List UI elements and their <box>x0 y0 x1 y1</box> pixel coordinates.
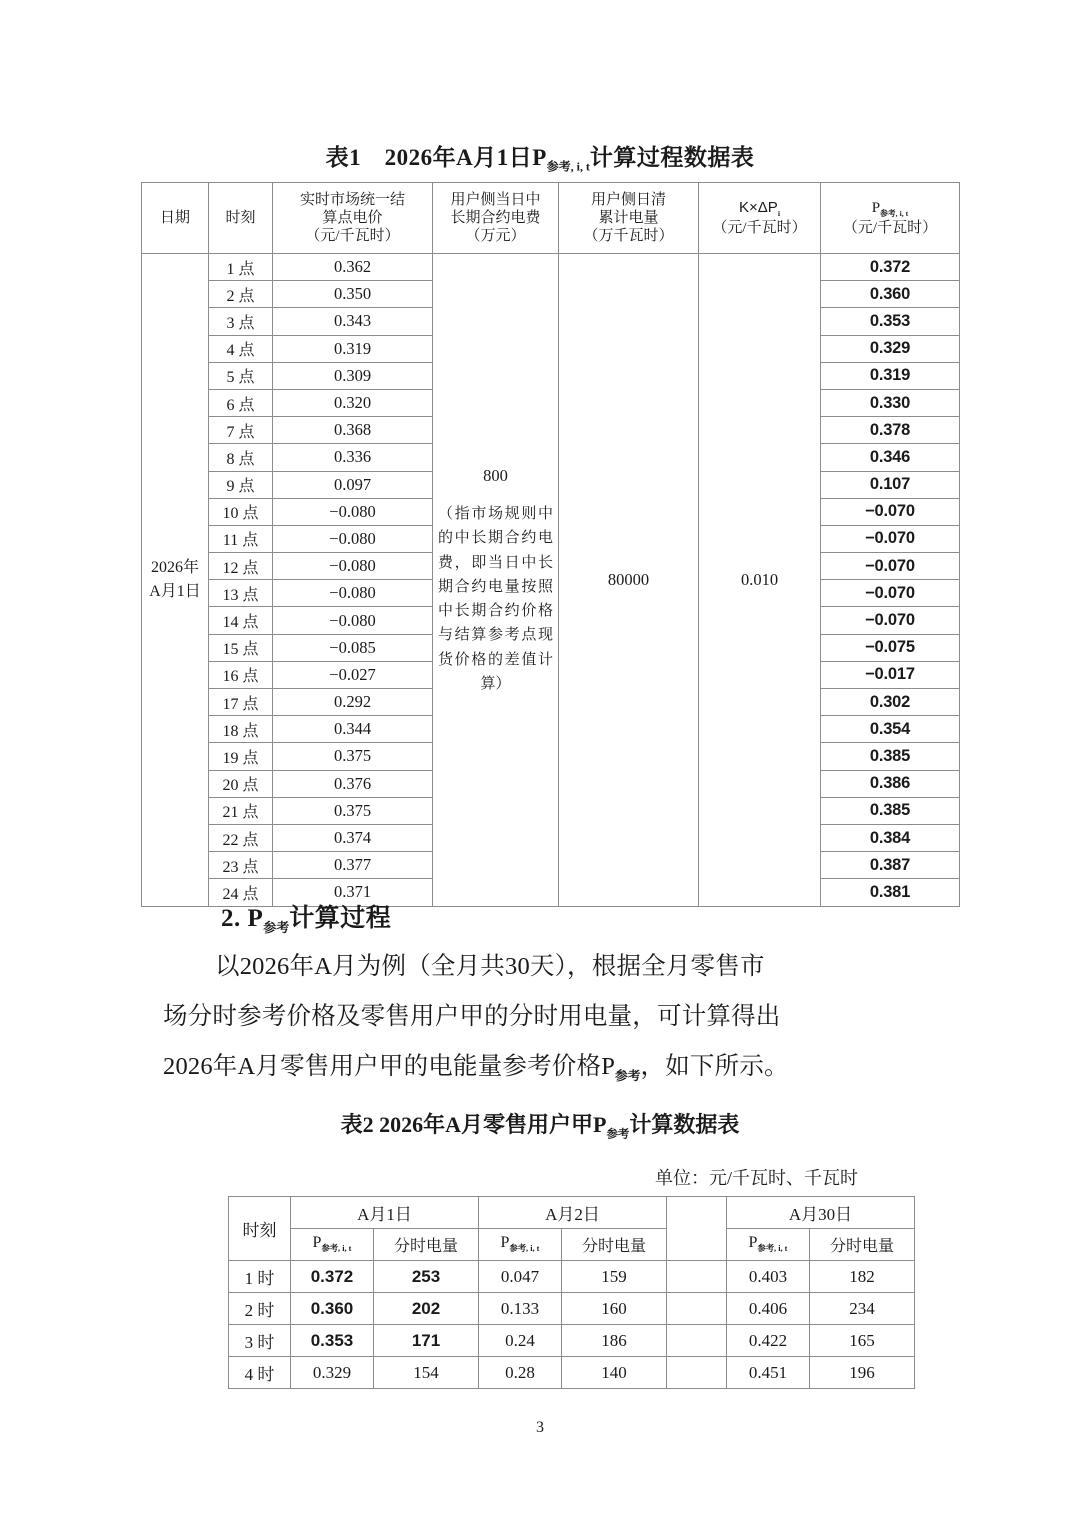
table1-hour-cell: 19 点 <box>209 743 273 770</box>
table1-spot-price-cell: 0.350 <box>273 281 433 308</box>
table2-gap-cell <box>667 1261 727 1293</box>
table1-pref-cell: 0.353 <box>821 308 960 335</box>
table1-pref-cell: 0.346 <box>821 444 960 471</box>
table2-d1-price-cell: 0.360 <box>291 1293 374 1325</box>
table1-pref-cell: 0.378 <box>821 417 960 444</box>
table2-d2-energy-cell: 140 <box>562 1357 667 1389</box>
table1-daily-energy-cell: 80000 <box>559 254 699 907</box>
table2-subheader-price-d30-p: P <box>748 1234 758 1252</box>
table1-col-spot-price-l3: （元/千瓦时） <box>305 228 400 245</box>
table1-hour-cell: 14 点 <box>209 607 273 634</box>
table1-col-daily-energy-l1: 用户侧日清 <box>590 191 666 208</box>
table2-d2-price-cell: 0.24 <box>479 1325 562 1357</box>
table1-caption <box>140 139 940 175</box>
table1-pref-cell: 0.354 <box>821 716 960 743</box>
table1-pref-cell: 0.319 <box>821 362 960 389</box>
table1-spot-price-cell: −0.080 <box>273 580 433 607</box>
table1-hour-cell: 3 点 <box>209 308 273 335</box>
table2-d1-energy-cell: 253 <box>374 1261 479 1293</box>
table1-spot-price-cell: 0.097 <box>273 471 433 498</box>
table2-gap-cell <box>667 1293 727 1325</box>
table1-hour-cell: 10 点 <box>209 498 273 525</box>
table1-col-pref <box>821 183 960 254</box>
table1-hour-cell: 22 点 <box>209 824 273 851</box>
table2-subheader-price-d2-sub: 参考, i, t <box>509 1244 540 1254</box>
table1-spot-price-cell: −0.080 <box>273 498 433 525</box>
table1-header-row <box>142 183 960 254</box>
table2-subheader-energy-d2: 分时电量 <box>562 1229 667 1261</box>
table1-hour-cell: 4 点 <box>209 335 273 362</box>
table1-spot-price-cell: 0.368 <box>273 417 433 444</box>
table-row <box>229 1293 915 1325</box>
table1-contract-fee-note: （指市场规则中的中长期合约电费，即当日中长期合约电量按照中长期合约价格与结算参考点现货价格的差值计算） <box>438 505 553 692</box>
table1-pref-cell: −0.075 <box>821 634 960 661</box>
table2-d30-price-cell: 0.403 <box>727 1261 810 1293</box>
table2-subheader-price-d2-p: P <box>500 1234 510 1252</box>
table1-spot-price-cell: 0.376 <box>273 770 433 797</box>
table2-caption-prefix: 表2 2026年A月零售用户甲P <box>340 1112 607 1137</box>
table2-subheader-price-d1-p: P <box>312 1234 322 1252</box>
table1-hour-cell: 16 点 <box>209 661 273 688</box>
table1-hour-cell: 24 点 <box>209 879 273 906</box>
table1-caption-subscript: 参考, i, t <box>546 159 590 174</box>
table1-hour-cell: 12 点 <box>209 553 273 580</box>
paragraph-line-3-subscript: 参考 <box>615 1068 641 1083</box>
table2-d30-price-cell: 0.451 <box>727 1357 810 1389</box>
table1-col-pref-l1: P <box>871 200 881 217</box>
table2-d30-energy-cell: 234 <box>810 1293 915 1325</box>
table1-spot-price-cell: 0.320 <box>273 389 433 416</box>
table-row <box>142 254 960 281</box>
section-2-heading <box>221 898 391 936</box>
table1-hour-cell: 5 点 <box>209 362 273 389</box>
table1-hour-cell: 8 点 <box>209 444 273 471</box>
table-row <box>229 1325 915 1357</box>
table1-pref-cell: 0.384 <box>821 824 960 851</box>
table2-d1-energy-cell: 171 <box>374 1325 479 1357</box>
table2-col-hour: 时刻 <box>229 1197 291 1261</box>
table1-hour-cell: 15 点 <box>209 634 273 661</box>
table2-gap-cell <box>667 1357 727 1389</box>
table1-hour-cell: 11 点 <box>209 525 273 552</box>
table1-col-contract-fee-l1: 用户侧当日中 <box>450 191 541 208</box>
table1-col-pref-l2: （元/千瓦时） <box>842 219 938 236</box>
table1-hour-cell: 7 点 <box>209 417 273 444</box>
table1-col-kdp-l2: （元/千瓦时） <box>712 219 807 236</box>
table2-d1-energy-cell: 154 <box>374 1357 479 1389</box>
table1-col-daily-energy <box>559 183 699 254</box>
table1-spot-price-cell: 0.292 <box>273 689 433 716</box>
table1-spot-price-cell: 0.344 <box>273 716 433 743</box>
table1-col-date: 日期 <box>142 183 209 254</box>
table1-pref-cell: −0.070 <box>821 498 960 525</box>
section-2-paragraph <box>163 942 929 1101</box>
table1-contract-fee-cell <box>433 254 559 907</box>
table2-d2-energy-cell: 186 <box>562 1325 667 1357</box>
table1-hour-cell: 18 点 <box>209 716 273 743</box>
table1-col-kdp <box>699 183 821 254</box>
table1-hour-cell: 23 点 <box>209 852 273 879</box>
table1-spot-price-cell: 0.362 <box>273 254 433 281</box>
paragraph-line-3a: 2026年A月零售用户甲的电能量参考价格P <box>163 1053 616 1080</box>
table1-hour-cell: 17 点 <box>209 689 273 716</box>
table2-container <box>228 1196 894 1389</box>
table1-spot-price-cell: 0.374 <box>273 824 433 851</box>
table2-d30-energy-cell: 196 <box>810 1357 915 1389</box>
table1-spot-price-cell: 0.371 <box>273 879 433 906</box>
table2-caption-suffix: 计算数据表 <box>629 1112 740 1137</box>
table2-header-row-1 <box>229 1197 915 1229</box>
table2-d2-price-cell: 0.28 <box>479 1357 562 1389</box>
table2-hour-cell: 1 时 <box>229 1261 291 1293</box>
table1-col-kdp-subscript: i <box>777 209 780 219</box>
table1-pref-cell: 0.329 <box>821 335 960 362</box>
table1-hour-cell: 9 点 <box>209 471 273 498</box>
table1-col-contract-fee-l2: 长期合约电费 <box>450 209 541 226</box>
table1-hour-cell: 1 点 <box>209 254 273 281</box>
table1-col-spot-price-l2: 算点电价 <box>322 209 383 226</box>
section-2-heading-subscript: 参考 <box>263 920 290 935</box>
table2-unit-note: 单位：元/千瓦时、千瓦时 <box>655 1168 858 1188</box>
table1-pref-cell: 0.385 <box>821 743 960 770</box>
table1-spot-price-cell: 0.377 <box>273 852 433 879</box>
table1-date-cell: 2026年A月1日 <box>142 254 209 907</box>
paragraph-line-3b: ，如下所示。 <box>640 1053 789 1080</box>
table1-pref-cell: 0.387 <box>821 852 960 879</box>
table2-d1-price-cell: 0.353 <box>291 1325 374 1357</box>
table2-d2-price-cell: 0.133 <box>479 1293 562 1325</box>
table2-caption-subscript: 参考 <box>606 1128 630 1141</box>
table2-day-header-gap <box>667 1197 727 1261</box>
table2-subheader-price-d30 <box>727 1229 810 1261</box>
table1-pref-cell: −0.070 <box>821 607 960 634</box>
paragraph-line-2: 场分时参考价格及零售用户甲的分时用电量，可计算得出 <box>163 1003 781 1030</box>
table1-hour-cell: 13 点 <box>209 580 273 607</box>
table2-d2-energy-cell: 160 <box>562 1293 667 1325</box>
table1-body <box>142 254 960 907</box>
table1-pref-cell: 0.107 <box>821 471 960 498</box>
table2-d2-price-cell: 0.047 <box>479 1261 562 1293</box>
table2-header-row-2 <box>229 1229 915 1261</box>
table2-d1-price-cell: 0.329 <box>291 1357 374 1389</box>
table1-col-kdp-l1: K×ΔP <box>739 199 778 217</box>
table1-pref-cell: −0.017 <box>821 661 960 688</box>
table1-caption-prefix: 表1 2026年A月1日P <box>325 145 547 170</box>
table2-d2-energy-cell: 159 <box>562 1261 667 1293</box>
table2-subheader-energy-d30: 分时电量 <box>810 1229 915 1261</box>
table2-d30-price-cell: 0.422 <box>727 1325 810 1357</box>
table1-pref-cell: 0.381 <box>821 879 960 906</box>
table2-hour-cell: 4 时 <box>229 1357 291 1389</box>
table1-pref-cell: 0.386 <box>821 770 960 797</box>
table2-subheader-energy-d1: 分时电量 <box>374 1229 479 1261</box>
table1-spot-price-cell: −0.080 <box>273 553 433 580</box>
table2-header <box>229 1197 915 1261</box>
table-row <box>229 1261 915 1293</box>
table1-pref-cell: 0.372 <box>821 254 960 281</box>
table1-spot-price-cell: −0.080 <box>273 607 433 634</box>
table1-spot-price-cell: 0.336 <box>273 444 433 471</box>
table2-subheader-price-d1-sub: 参考, i, t <box>321 1244 352 1254</box>
table1-pref-cell: −0.070 <box>821 580 960 607</box>
table2-d30-energy-cell: 182 <box>810 1261 915 1293</box>
table-row <box>229 1357 915 1389</box>
page-number: 3 <box>536 1419 544 1436</box>
table1-contract-fee-amount: 800 <box>483 466 508 486</box>
table1-spot-price-cell: 0.375 <box>273 797 433 824</box>
table1-pref-cell: −0.070 <box>821 525 960 552</box>
table1-pref-cell: 0.385 <box>821 797 960 824</box>
table2-hour-cell: 3 时 <box>229 1325 291 1357</box>
table1-spot-price-cell: −0.027 <box>273 661 433 688</box>
table2-subheader-price-d1 <box>291 1229 374 1261</box>
table1-col-hour: 时刻 <box>209 183 273 254</box>
table1-spot-price-cell: −0.085 <box>273 634 433 661</box>
table1-spot-price-cell: 0.375 <box>273 743 433 770</box>
table1-col-spot-price <box>273 183 433 254</box>
table2 <box>228 1196 915 1389</box>
table1-pref-cell: −0.070 <box>821 553 960 580</box>
table1-spot-price-cell: 0.309 <box>273 362 433 389</box>
table1-spot-price-cell: 0.343 <box>273 308 433 335</box>
table1-hour-cell: 6 点 <box>209 389 273 416</box>
table2-day-header-1: A月1日 <box>291 1197 479 1229</box>
table1-pref-cell: 0.302 <box>821 689 960 716</box>
table1-spot-price-cell: 0.319 <box>273 335 433 362</box>
table1-col-contract-fee-l3: （万元） <box>465 228 526 245</box>
table1-col-daily-energy-l2: 累计电量 <box>598 209 659 226</box>
table2-day-header-2: A月2日 <box>479 1197 667 1229</box>
table1-spot-price-cell: −0.080 <box>273 525 433 552</box>
section-2-heading-suffix: 计算过程 <box>289 905 392 932</box>
table1-caption-suffix: 计算过程数据表 <box>589 145 755 170</box>
table1-col-spot-price-l1: 实时市场统一结 <box>299 191 405 208</box>
table1-pref-cell: 0.330 <box>821 389 960 416</box>
table1-pref-cell: 0.360 <box>821 281 960 308</box>
table2-gap-cell <box>667 1325 727 1357</box>
table2-day-header-30: A月30日 <box>727 1197 915 1229</box>
table2-d1-price-cell: 0.372 <box>291 1261 374 1293</box>
table1-hour-cell: 21 点 <box>209 797 273 824</box>
table2-caption <box>140 1108 940 1141</box>
table2-subheader-price-d2 <box>479 1229 562 1261</box>
table1-col-pref-subscript: 参考, i, t <box>880 209 909 219</box>
table2-body <box>229 1261 915 1389</box>
table2-hour-cell: 2 时 <box>229 1293 291 1325</box>
table2-d1-energy-cell: 202 <box>374 1293 479 1325</box>
table2-d30-energy-cell: 165 <box>810 1325 915 1357</box>
table1 <box>141 182 960 907</box>
table1-container <box>141 182 959 907</box>
paragraph-line-1: 以2026年A月为例（全月共30天），根据全月零售市 <box>215 953 765 980</box>
table1-hour-cell: 20 点 <box>209 770 273 797</box>
section-2-heading-prefix: 2. P <box>221 905 264 932</box>
table2-subheader-price-d30-sub: 参考, i, t <box>757 1244 788 1254</box>
table1-kdp-cell: 0.010 <box>699 254 821 907</box>
table1-hour-cell: 2 点 <box>209 281 273 308</box>
table1-col-contract-fee <box>433 183 559 254</box>
table1-col-daily-energy-l3: （万千瓦时） <box>583 228 674 245</box>
table2-d30-price-cell: 0.406 <box>727 1293 810 1325</box>
